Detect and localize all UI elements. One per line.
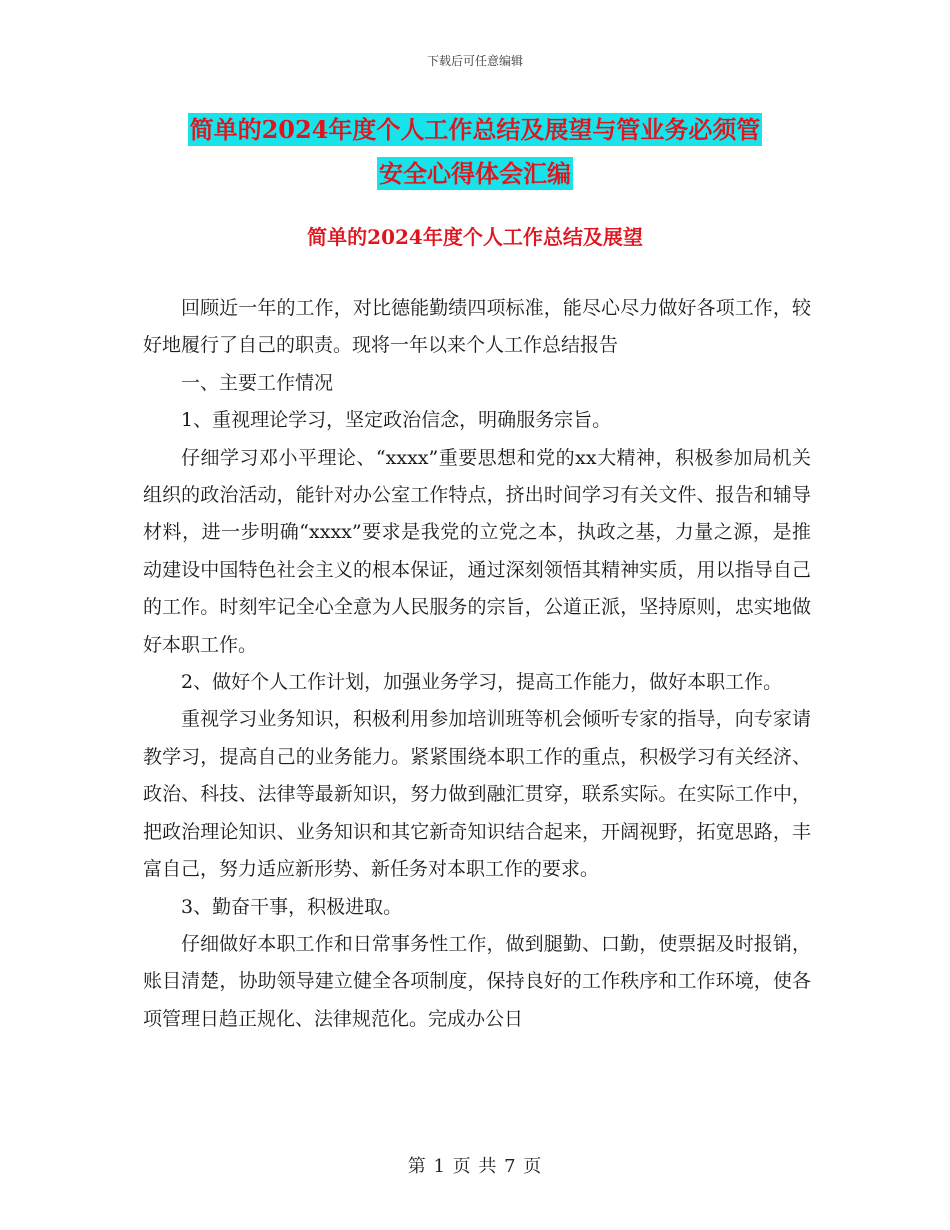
- document-title-line-2: 安全心得体会汇编: [379, 159, 571, 188]
- paragraph-intro: 回顾近一年的工作，对比德能勤绩四项标准，能尽心尽力做好各项工作，较好地履行了自己的职责。现将一年以来个人工作总结报告: [143, 297, 811, 357]
- document-title-line-1: 简单的2024年度个人工作总结及展望与管业务必须管: [189, 115, 761, 144]
- document-body: [143, 290, 811, 1038]
- page-number-footer: 第 1 页 共 7 页: [407, 1156, 543, 1177]
- heading-main-work: 一、主要工作情况: [181, 371, 334, 394]
- document-title: [0, 108, 950, 196]
- header-note: 下载后可任意编辑: [426, 54, 523, 68]
- paragraph-item-2: 重视学习业务知识，积极利用参加培训班等机会倾听专家的指导，向专家请教学习，提高自己的业务能力。紧紧围绕本职工作的重点，积极学习有关经济、政治、科技、法律等最新知识，努力做到融汇贯穿，联系实际。在实际工作中，把政治理论知识、业务知识和其它新奇知识结合起来，开阔视野，拓宽思路，丰富自己，努力适应新形势、新任务对本职工作的要求。: [143, 708, 811, 881]
- heading-item-2: 2、做好个人工作计划，加强业务学习，提高工作能力，做好本职工作。: [181, 671, 783, 694]
- paragraph-item-3: 仔细做好本职工作和日常事务性工作，做到腿勤、口勤，使票据及时报销，账目清楚，协助领导建立健全各项制度，保持良好的工作秩序和工作环境，使各项管理日趋正规化、法律规范化。完成办公日: [143, 932, 811, 1030]
- heading-item-1: 1、重视理论学习，坚定政治信念，明确服务宗旨。: [181, 409, 612, 432]
- paragraph-item-1: 仔细学习邓小平理论、“xxxx”重要思想和党的xx大精神，积极参加局机关组织的政治活动，能针对办公室工作特点，挤出时间学习有关文件、报告和辅导材料，进一步明确“xxxx”要求是我党的立党之本，执政之基，力量之源，是推动建设中国特色社会主义的根本保证，通过深刻领悟其精神实质，用以指导自己的工作。时刻牢记全心全意为人民服务的宗旨，公道正派，坚持原则，忠实地做好本职工作。: [143, 446, 811, 656]
- section-title: 简单的2024年度个人工作总结及展望: [307, 225, 643, 249]
- heading-item-3: 3、勤奋干事，积极进取。: [181, 895, 403, 918]
